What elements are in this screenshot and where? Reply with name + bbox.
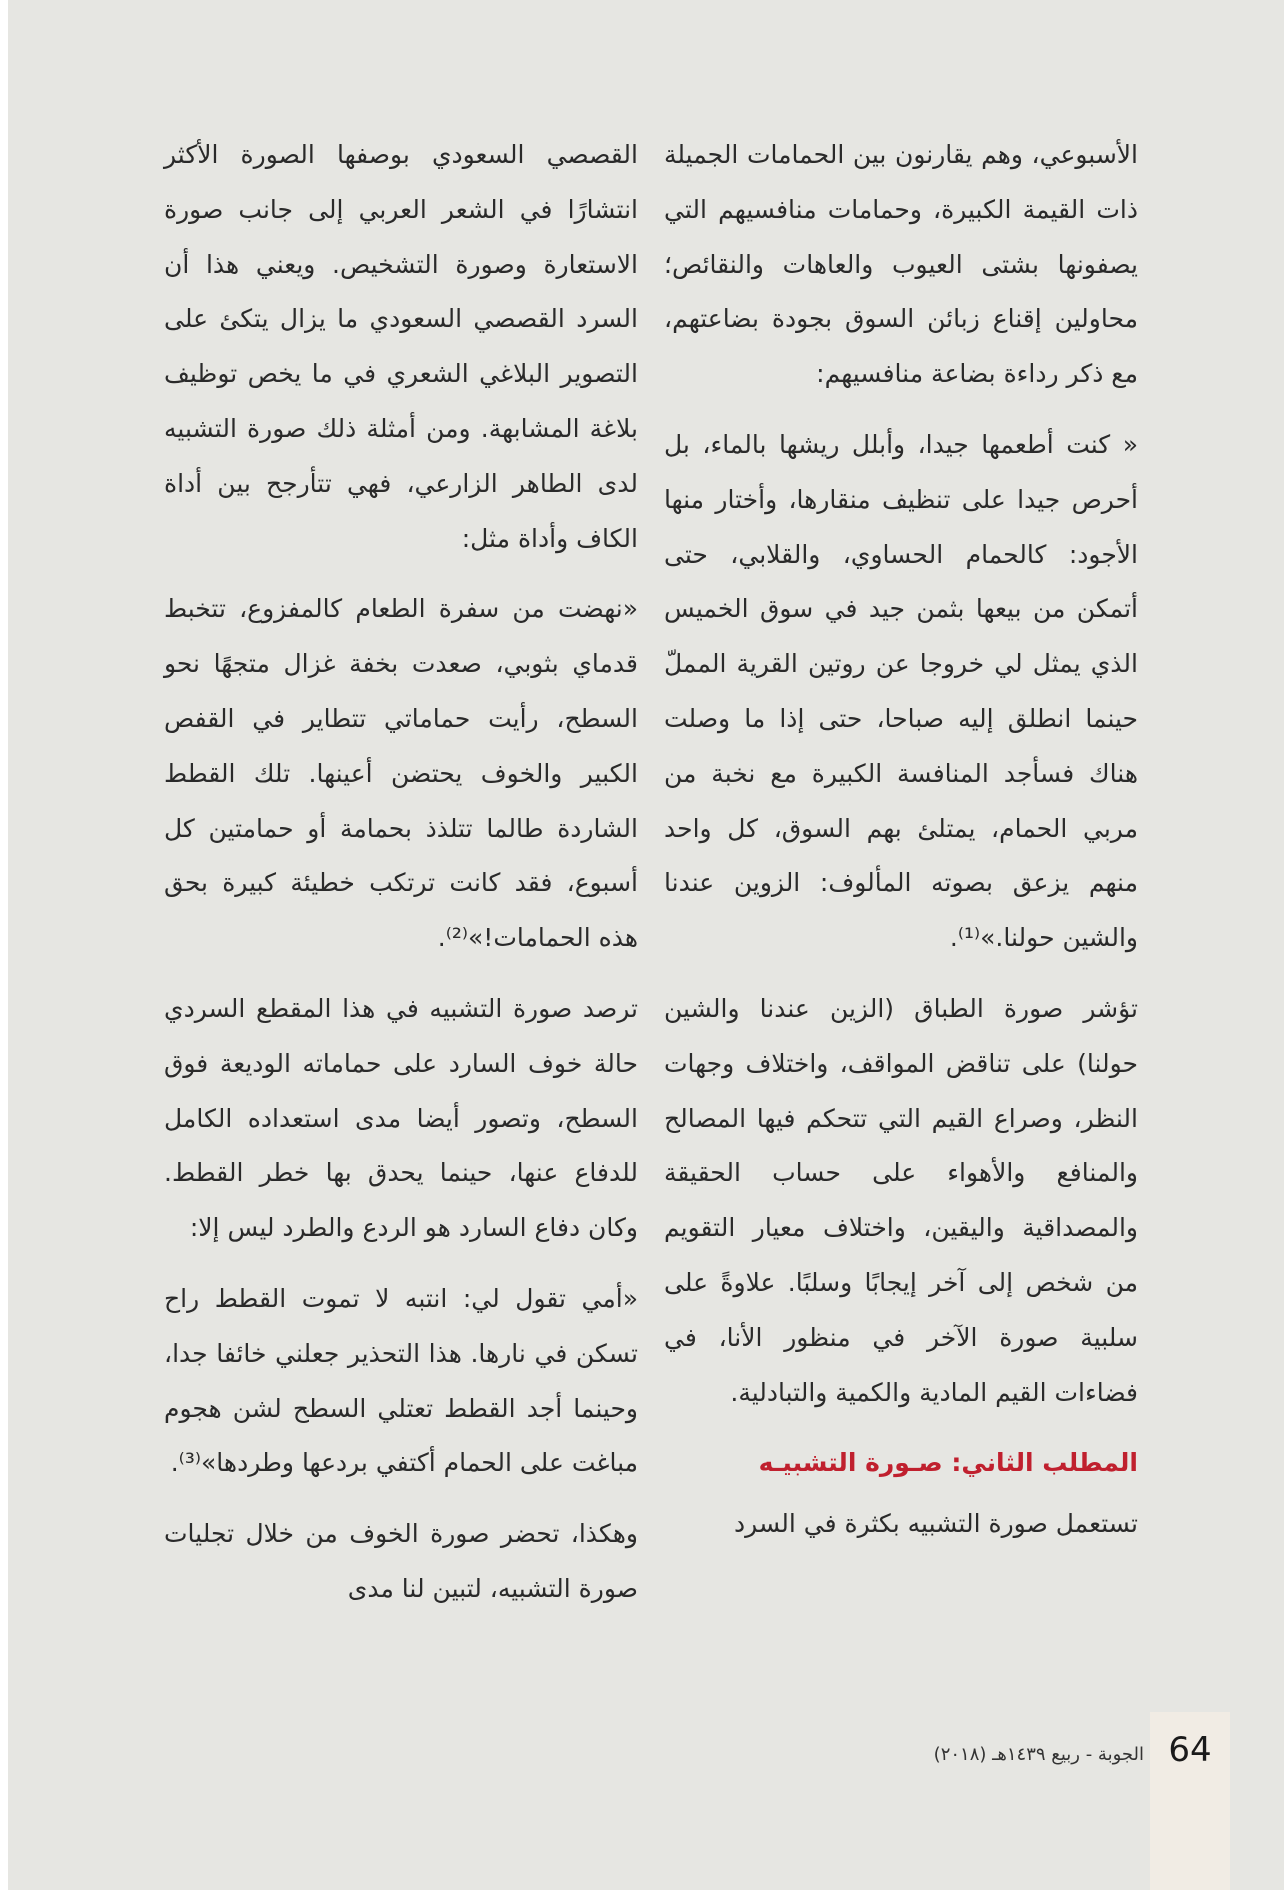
paragraph: تستعمل صورة التشبيه بكثرة في السرد [734,1509,1138,1539]
paragraph: القصصي السعودي بوصفها الصورة الأكثر انتشارًا في الشعر العربي إلى جانب صورة الاستعارة وصورة التشخيص. ويعني هذا أن السرد القصصي السعودي ما يزال يتكئ على التصوير البلاغي الشعري في ما يخص توظيف بلاغة المشابهة. ومن أمثلة ذلك صورة التشبيه لدى الطاهر الزارعي، فهي تتأرجح بين أداة الكاف وأداة مثل: [164,140,638,553]
paragraph: تؤشر صورة الطباق (الزين عندنا والشين حولنا) على تناقض المواقف، واختلاف وجهات النظر، وصراع القيم التي تتحكم فيها المصالح والمنافع والأهواء على حساب الحقيقة والمصداقية واليقين، واختلاف معيار التقويم من شخص إلى آخر إيجابًا وسلبًا. علاوةً على سلبية صورة الآخر في منظور الأنا، في فضاءات القيم المادية والكمية والتبادلية. [664,993,1138,1407]
page-number: 64 [1168,1730,1212,1770]
page-number-box [1150,1712,1230,1890]
quote-paragraph: «أمي تقول لي: انتبه لا تموت القطط راح تسكن في نارها. هذا التحذير جعلني خائفا جدا، وحينما أجد القطط تعتلي السطح لشن هجوم مباغت على الحمام أكتفي بردعها وطردها»⁽³⁾. [164,1283,638,1478]
paragraph: وهكذا، تحضر صورة الخوف من خلال تجليات صورة التشبيه، لتبين لنا مدى [164,1519,638,1603]
right-column [664,128,1138,1552]
paragraph: ترصد صورة التشبيه في هذا المقطع السردي حالة خوف السارد على حماماته الوديعة فوق السطح، وتصور أيضا مدى استعداده الكامل للدفاع عنها، حينما يحدق بها خطر القطط. وكان دفاع السارد هو الردع والطرد ليس إلا: [164,993,638,1243]
quote-paragraph: « كنت أطعمها جيدا، وأبلل ريشها بالماء، بل أحرص جيدا على تنظيف منقارها، وأختار منها الأجود: كالحمام الحساوي، والقلابي، حتى أتمكن من بيعها بثمن جيد في سوق الخميس الذي يمثل لي خروجا عن روتين القرية المملّ حينما انطلق إليه صباحا، حتى إذا ما وصلت هناك فسأجد المنافسة الكبيرة مع نخبة من مربي الحمام، يمتلئ بهم السوق، كل واحد منهم يزعق بصوته المألوف: الزوين عندنا والشين حولنا.»⁽¹⁾. [664,429,1138,953]
quote-paragraph: «نهضت من سفرة الطعام كالمفزوع، تتخبط قدماي بثوبي، صعدت بخفة غزال متجهًا نحو السطح، رأيت حماماتي تتطاير في القفص الكبير والخوف يحتضن أعينها. تلك القطط الشاردة طالما تتلذذ بحمامة أو حمامتين كل أسبوع، فقد كانت ترتكب خطيئة كبيرة بحق هذه الحمامات!»⁽²⁾. [164,594,638,953]
section-heading: المطلب الثاني: صـورة التشبيـه [758,1448,1138,1478]
paragraph: الأسبوعي، وهم يقارنون بين الحمامات الجميلة ذات القيمة الكبيرة، وحمامات منافسيهم التي يصفونها بشتى العيوب والعاهات والنقائص؛ محاولين إقناع زبائن السوق بجودة بضاعتهم، مع ذكر رداءة بضاعة منافسيهم: [664,140,1138,389]
page [8,0,1284,1890]
left-column [164,128,638,1617]
journal-footer: الجوبة - ربيع ١٤٣٩هـ (٢٠١٨) [933,1744,1144,1765]
